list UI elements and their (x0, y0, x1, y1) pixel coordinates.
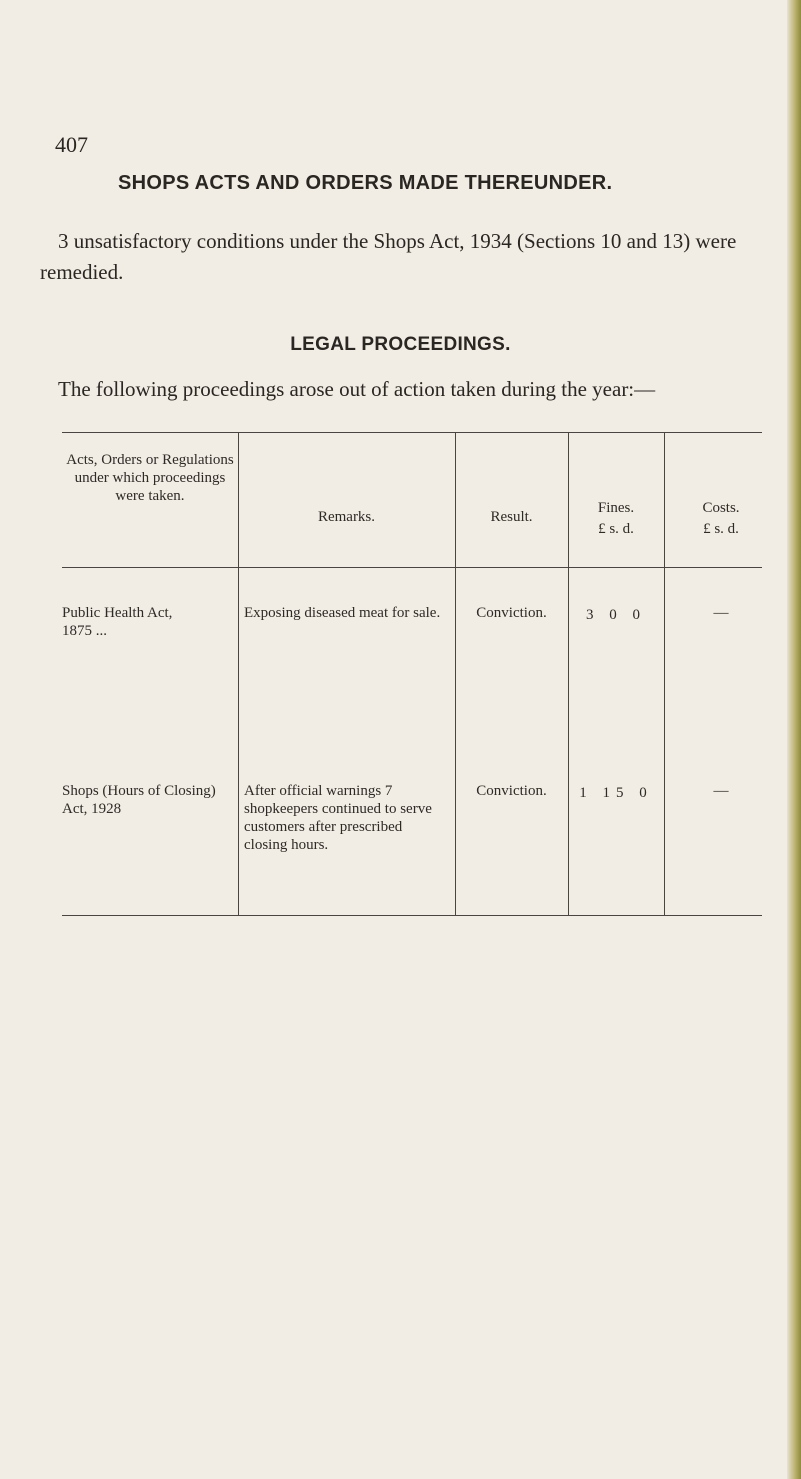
header-costs: Costs. (702, 500, 740, 516)
row-1-remarks: Exposing diseased meat for sale. (244, 605, 441, 621)
row-1-result: Conviction. (476, 605, 547, 621)
proceedings-paragraph: The following proceedings arose out of action taken during the year:— (58, 377, 656, 401)
table-top-rule (62, 432, 762, 433)
row-2-result: Conviction. (476, 783, 547, 799)
column-divider (568, 432, 569, 916)
row-1-act: Public Health Act, 1875 ... (62, 605, 173, 639)
column-divider (664, 432, 665, 916)
header-acts: Acts, Orders or Regulations under which proceedings were taken. (66, 452, 234, 504)
page-number: 407 (55, 132, 88, 157)
column-divider (238, 432, 239, 916)
header-remarks: Remarks. (317, 509, 376, 525)
intro-paragraph: 3 unsatisfactory conditions under the Shops Act, 1934 (Sections 10 and 13) were remedied. (40, 229, 737, 284)
header-fines-units: £ s. d. (598, 521, 634, 537)
section-title: SHOPS ACTS AND ORDERS MADE THEREUNDER. (118, 172, 613, 194)
row-2-costs: — (713, 783, 729, 799)
row-2-fines: 1 15 0 (579, 785, 653, 801)
legal-proceedings-title: LEGAL PROCEEDINGS. (290, 334, 511, 355)
row-2-act: Shops (Hours of Closing) Act, 1928 (62, 783, 216, 817)
table-bottom-rule (62, 915, 762, 916)
column-divider (455, 432, 456, 916)
header-costs-units: £ s. d. (703, 521, 739, 537)
row-1-fines: 3 0 0 (586, 607, 646, 623)
header-fines: Fines. (597, 500, 635, 516)
row-2-remarks: After official warnings 7 shopkeepers continued to serve customers after prescribed closing hours. (244, 783, 432, 853)
row-1-costs: — (713, 605, 729, 621)
header-result: Result. (490, 509, 533, 525)
table-header-rule (62, 567, 762, 568)
